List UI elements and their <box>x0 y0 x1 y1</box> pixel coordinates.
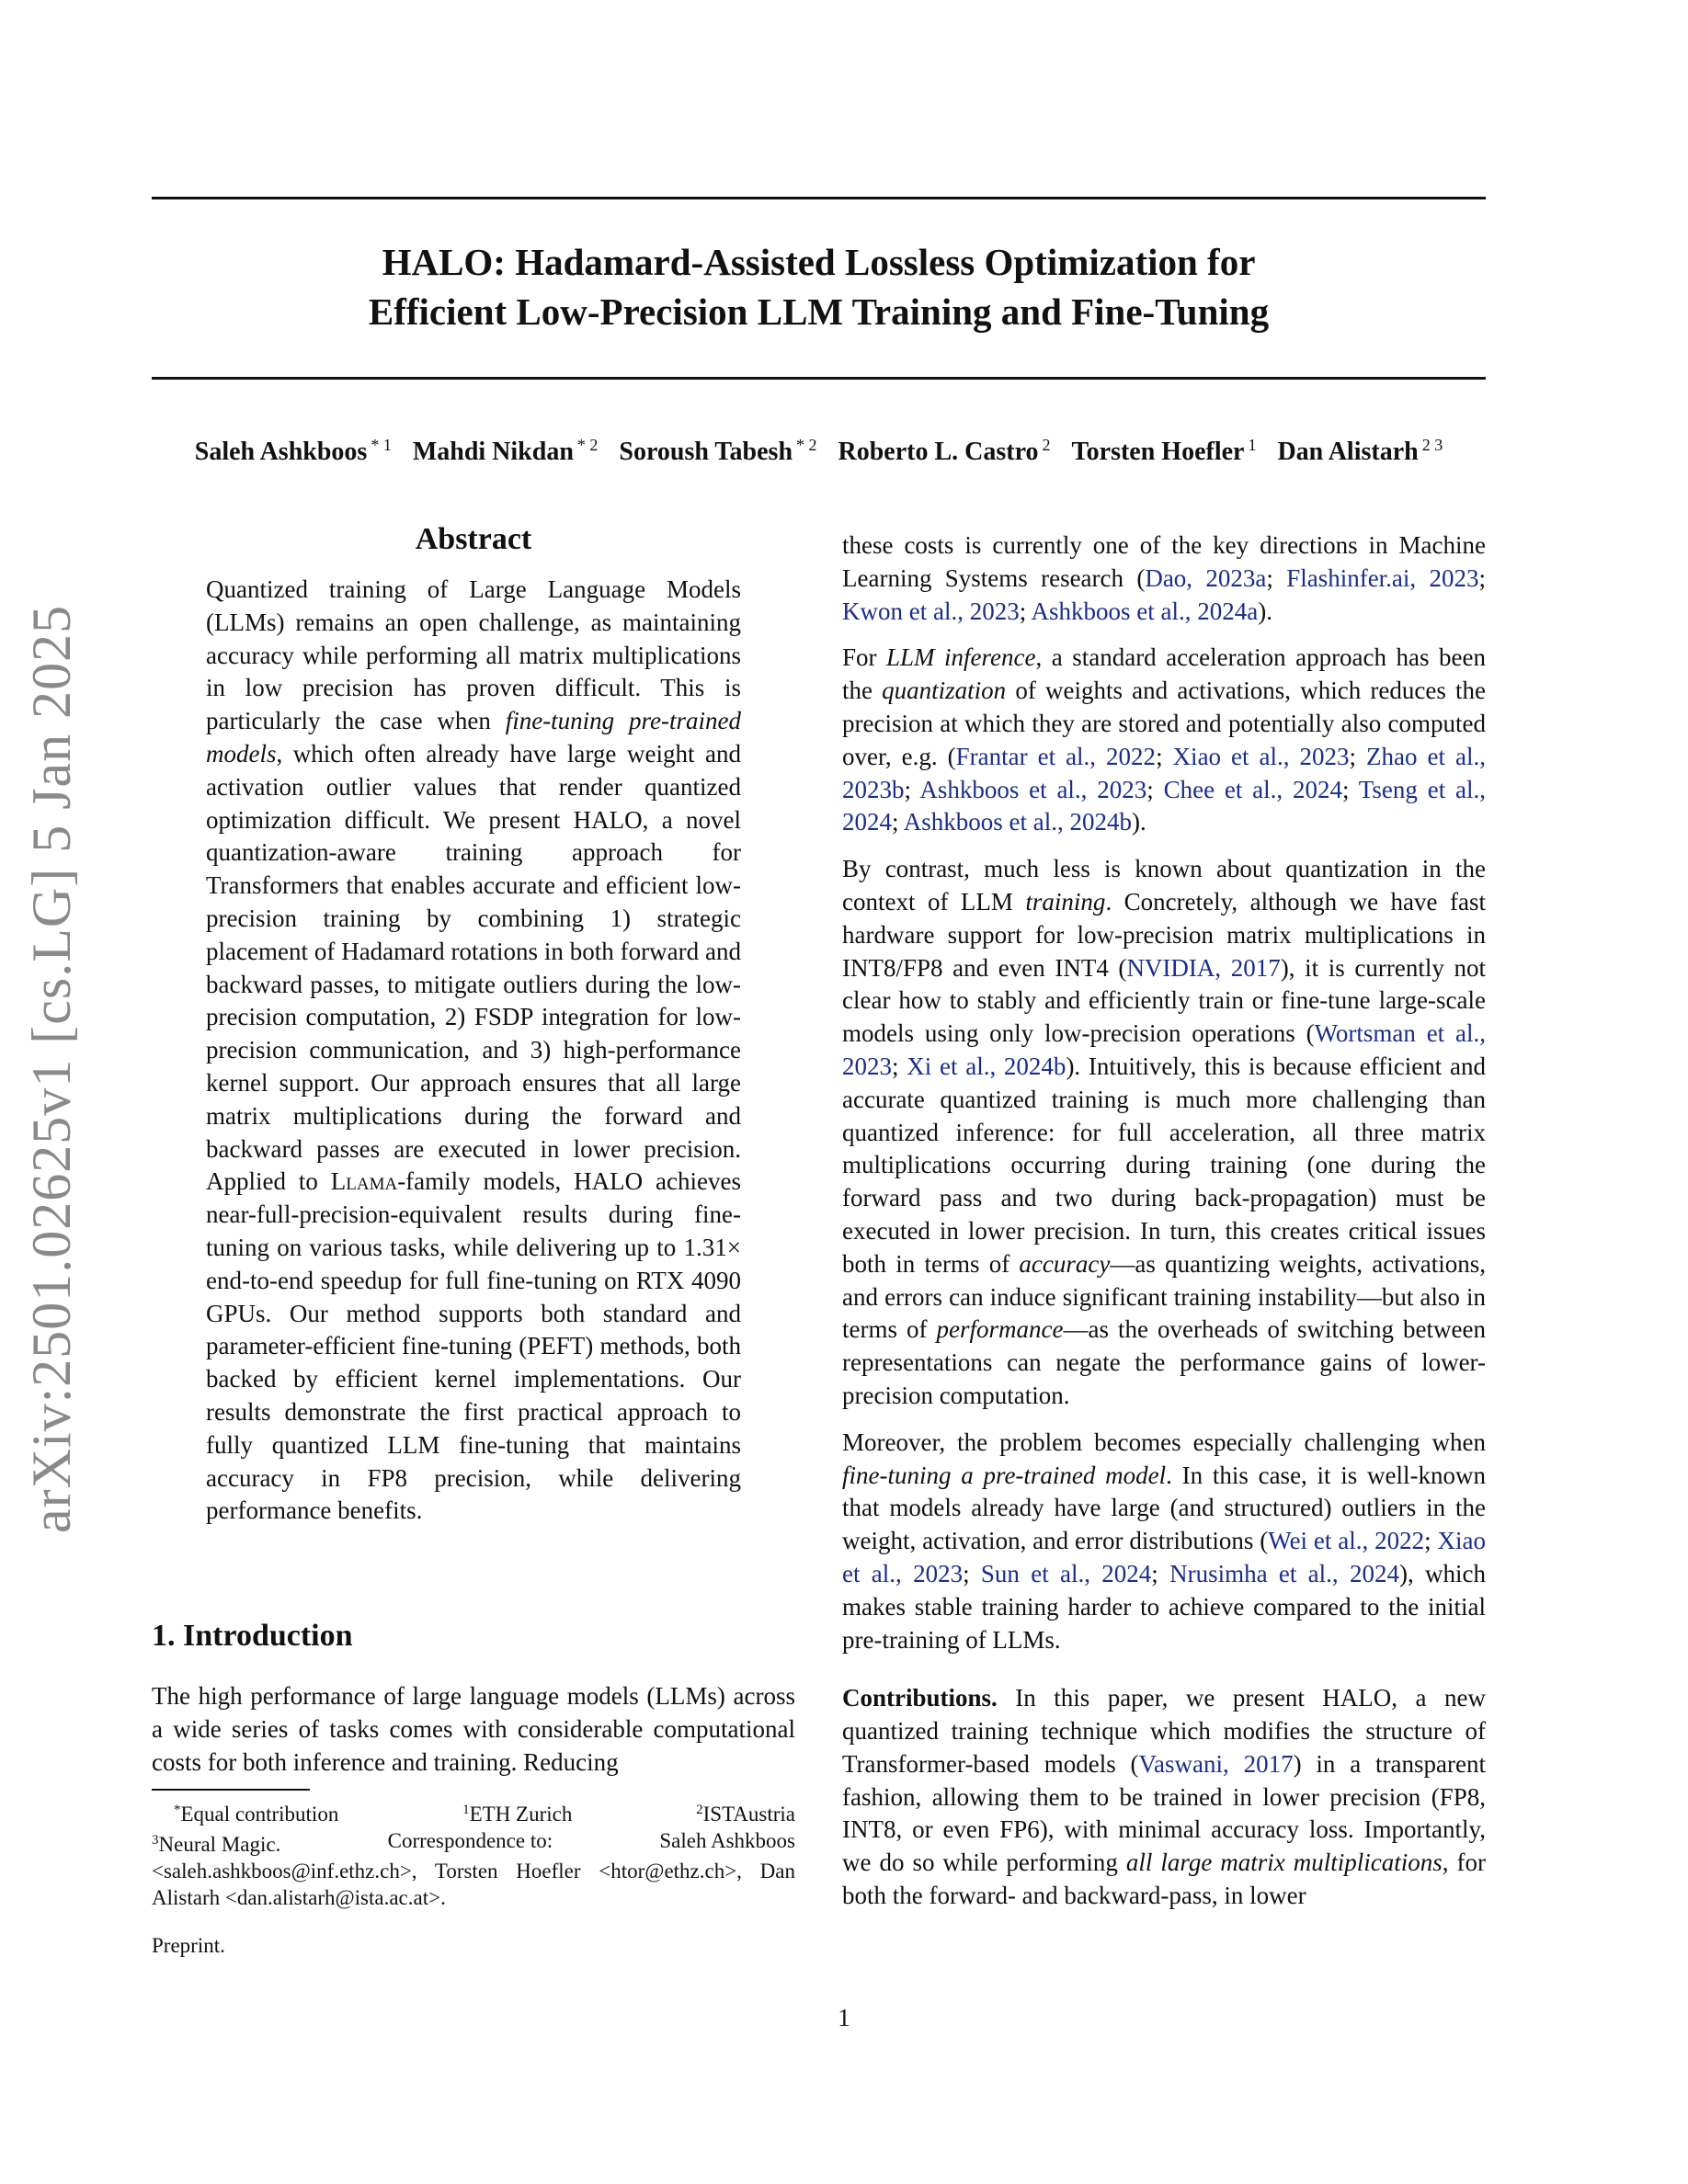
author: Soroush Tabesh $^{* 2}$ <box>619 436 817 466</box>
citation-link[interactable]: Xiao et al., 2023 <box>1172 742 1350 770</box>
preprint-note: Preprint. <box>152 1934 225 1957</box>
citation-link[interactable]: Sun et al., 2024 <box>980 1559 1152 1587</box>
paragraph: By contrast, much less is known about quantization in the context of LLM training. Concretely, although we have fast hardware support for low-precision matrix multiplications in INT8/FP8 and even INT4 (NVIDIA, 2017), it is currently not clear how to stably and efficiently train or fine-tune large-scale models using only low-precision operations (Wortsman et al., 2023; Xi et al., 2024b). Intuitively, this is because efficient and accurate quantized training is much more challenging than quantized inference: for full acceleration, all three matrix multiplications occurring during training (one during the forward pass and two during back-propagation) must be executed in lower precision. In turn, this creates critical issues both in terms of accuracy—as quantizing weights, activations, and errors can induce significant training instability—but also in terms of performance—as the overheads of switching between representations can negate the performance gains of lower-precision computation. <box>842 855 1486 1409</box>
paragraph: Moreover, the problem becomes especially challenging when fine-tuning a pre-trained model. In this case, it is well-known that models already have large (and structured) outliers in the weight, activation, and error distributions (Wei et al., 2022; Xiao et al., 2023; Sun et al., 2024; Nrusimha et al., 2024), which makes stable training harder to achieve compared to the initial pre-training of LLMs. <box>842 1428 1486 1654</box>
title-top-rule <box>152 197 1486 199</box>
paper-title <box>152 237 1486 336</box>
paragraph-contributions: Contributions. In this paper, we present HALO, a new quantized training technique which modifies the structure of Transformer-based models (Vaswani, 2017) in a transparent fashion, allowing them to be trained in lower precision (FP8, INT8, or even FP6), with minimal accuracy loss. Importantly, we do so while performing all large matrix multiplications, for both the forward- and backward-pass, in lower <box>842 1684 1486 1910</box>
introduction-paragraph: The high performance of large language models (LLMs) across a wide series of tasks comes with considerable computational costs for both inference and training. Reducing <box>152 1682 795 1776</box>
citation-link[interactable]: NVIDIA, 2017 <box>1126 953 1281 982</box>
right-column <box>842 529 1486 1927</box>
author: Mahdi Nikdan $^{* 2}$ <box>412 436 599 466</box>
author-list <box>152 436 1486 467</box>
citation-link[interactable]: Ashkboos et al., 2024b <box>903 808 1132 836</box>
section-heading-introduction: 1. Introduction <box>152 1619 353 1653</box>
citation-link[interactable]: Xi et al., 2024b <box>907 1052 1066 1080</box>
arxiv-identifier: arXiv:2501.02625v1 [cs.LG] 5 Jan 2025 <box>21 604 82 1533</box>
citation-link[interactable]: Xiao et al., 2023 <box>842 1527 1486 1587</box>
title-bottom-rule <box>152 377 1486 380</box>
abstract-body: Quantized training of Large Language Models (LLMs) remains an open challenge, as maintaining accuracy while performing all matrix multiplications in low precision has proven difficult. This is particularly the case when fine-tuning pre-trained models, which often already have large weight and activation outlier values that render quantized optimization difficult. We present HALO, a novel quantization-aware training approach for Transformers that enables accurate and efficient low-precision training by combining 1) strategic placement of Hadamard rotations in both forward and backward passes, to mitigate outliers during the low-precision computation, 2) FSDP integration for low-precision communication, and 3) high-performance kernel support. Our approach ensures that all large matrix multiplications during the forward and backward passes are executed in lower precision. Applied to Llama-family models, HALO achieves near-full-precision-equivalent results during fine-tuning on various tasks, while delivering up to 1.31× end-to-end speedup for full fine-tuning on RTX 4090 GPUs. Our method supports both standard and parameter-efficient fine-tuning (PEFT) methods, both backed by efficient kernel implementations. Our results demonstrate the first practical approach to fully quantized LLM fine-tuning that maintains accuracy in FP8 precision, while delivering performance benefits. <box>206 575 741 1525</box>
citation-link[interactable]: Kwon et al., 2023 <box>842 597 1020 625</box>
paragraph: For LLM inference, a standard acceleration approach has been the quantization of weights and activations, which reduces the precision at which they are stored and potentially also computed over, e.g. (Frantar et al., 2022; Xiao et al., 2023; Zhao et al., 2023b; Ashkboos et al., 2023; Chee et al., 2024; Tseng et al., 2024; Ashkboos et al., 2024b). <box>842 643 1486 836</box>
citation-link[interactable]: Flashinfer.ai, 2023 <box>1286 563 1479 592</box>
citation-link[interactable]: Dao, 2023a <box>1145 563 1267 592</box>
author: Roberto L. Castro $^2$ <box>838 436 1051 466</box>
author: Dan Alistarh $^{2 3}$ <box>1277 436 1443 466</box>
footnote-rule <box>152 1789 310 1791</box>
title-line-1: HALO: Hadamard-Assisted Lossless Optimization for <box>382 241 1256 283</box>
citation-link[interactable]: Zhao et al., 2023b <box>842 742 1486 803</box>
abstract-heading: Abstract <box>415 522 532 556</box>
citation-link[interactable]: Tseng et al., 2024 <box>842 775 1486 836</box>
citation-link[interactable]: Wei et al., 2022 <box>1268 1527 1425 1555</box>
author: Torsten Hoefler $^1$ <box>1071 436 1257 466</box>
author: Saleh Ashkboos $^{* 1}$ <box>194 436 392 466</box>
citation-link[interactable]: Chee et al., 2024 <box>1163 775 1342 803</box>
paragraph: these costs is currently one of the key directions in Machine Learning Systems research (Dao, 2023a; Flashinfer.ai, 2023; Kwon et al., 2023; Ashkboos et al., 2024a). <box>842 531 1486 625</box>
citation-link[interactable]: Wortsman et al., 2023 <box>842 1019 1486 1080</box>
citation-link[interactable]: Frantar et al., 2022 <box>955 742 1157 770</box>
citation-link[interactable]: Nrusimha et al., 2024 <box>1169 1559 1399 1587</box>
citation-link[interactable]: Vaswani, 2017 <box>1138 1749 1294 1778</box>
page-number: 1 <box>838 2004 850 2031</box>
citation-link[interactable]: Ashkboos et al., 2023 <box>919 775 1147 803</box>
footnote: *Equal contribution $^1$ETH Zurich $^2$ISTAustria $^3$Neural Magic. Correspondence to: Saleh Ashkboos <saleh.ashkboos@inf.ethz.ch>, Torsten Hoefler <htor@ethz.ch>, Dan Alistarh <dan.alistarh@ista.ac.at>. <box>152 1803 795 1909</box>
title-line-2: Efficient Low-Precision LLM Training and Fine-Tuning <box>368 290 1270 333</box>
citation-link[interactable]: Ashkboos et al., 2024a <box>1031 597 1259 625</box>
